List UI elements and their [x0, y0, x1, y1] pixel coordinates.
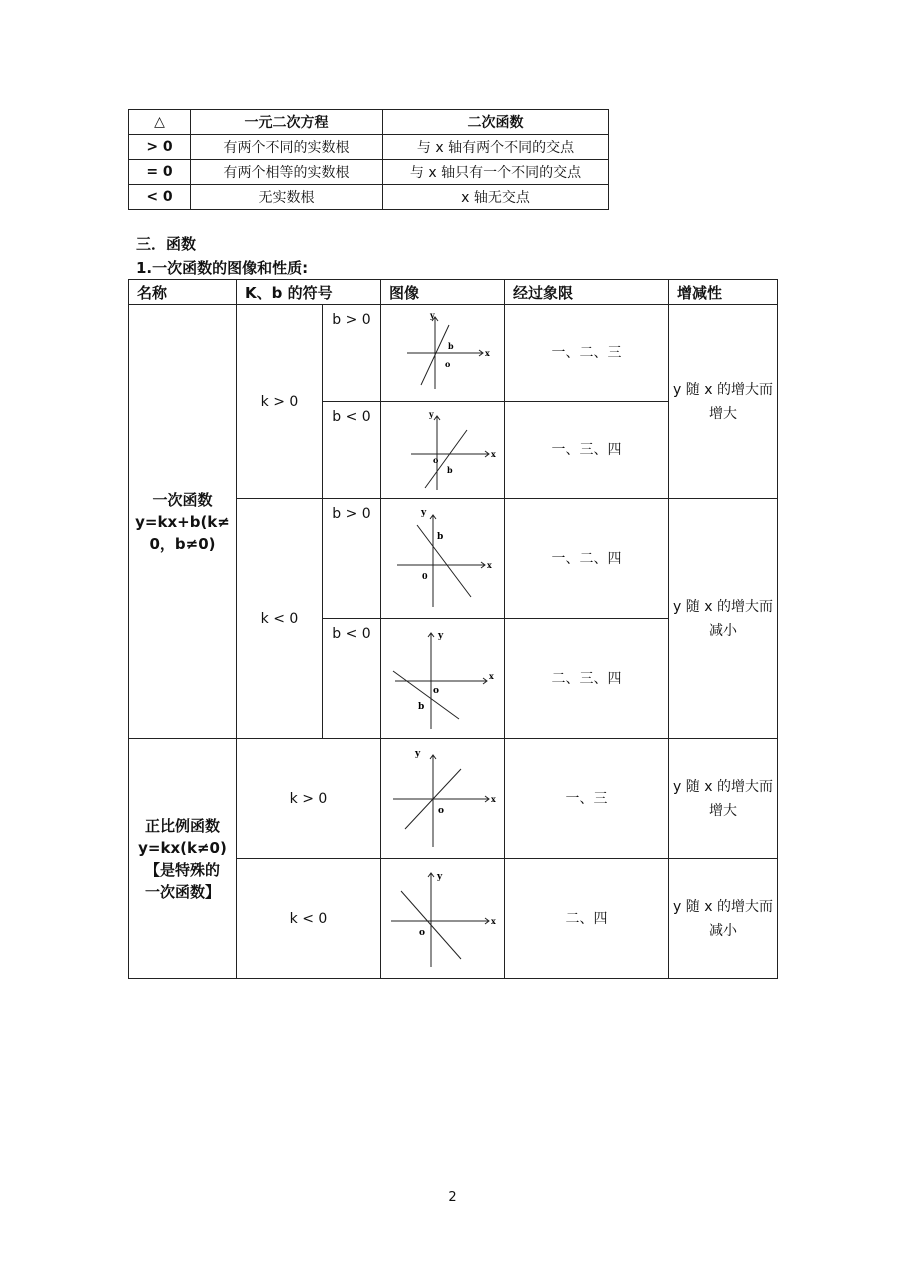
monotonic-decreasing-cell	[669, 499, 778, 739]
y-label: y	[421, 508, 427, 518]
table-row	[129, 739, 778, 859]
x-label: x	[491, 916, 496, 926]
section-title: 三．函数	[136, 235, 197, 253]
quadrants-cell: 二、三、四	[505, 619, 669, 739]
function-line	[393, 671, 459, 719]
mono-line: y 随 x 的增大而	[673, 598, 773, 615]
equation-cell: 有两个不同的实数根	[191, 135, 383, 160]
y-label: y	[429, 409, 434, 419]
graph-proportional-k-pos	[381, 739, 505, 858]
name-line: 一次函数	[152, 490, 213, 509]
intercept-label: b	[448, 341, 454, 351]
mono-line: y 随 x 的增大而	[673, 898, 773, 915]
origin-label: o	[438, 806, 445, 816]
delta-cell: < 0	[129, 185, 191, 210]
linear-function-table	[128, 279, 778, 979]
linear-function-name	[129, 305, 237, 739]
graph-k-neg-b-pos	[381, 499, 505, 618]
mono-line: 增大	[709, 405, 737, 422]
graph-cell	[381, 619, 505, 739]
name-line: 正比例函数	[144, 816, 220, 835]
equation-cell: 有两个相等的实数根	[191, 160, 383, 185]
x-label: x	[487, 560, 492, 570]
table-row	[129, 305, 778, 402]
graph-k-pos-b-neg	[381, 402, 505, 498]
b-sign-cell: b < 0	[323, 402, 381, 499]
y-label: y	[437, 872, 443, 882]
function-header: 二次函数	[383, 110, 609, 135]
quadrants-cell: 一、二、三	[505, 305, 669, 402]
function-line	[417, 525, 471, 597]
graph-cell	[381, 859, 505, 979]
k-sign-cell: k < 0	[237, 859, 381, 979]
quadrants-cell: 二、四	[505, 859, 669, 979]
linear-header-row	[129, 280, 778, 305]
subsection-title: 1.一次函数的图像和性质:	[136, 259, 309, 277]
k-sign-cell: k > 0	[237, 739, 381, 859]
mono-line: y 随 x 的增大而	[673, 381, 773, 398]
intercept-label: b	[418, 702, 425, 712]
b-sign-cell: b > 0	[323, 499, 381, 619]
delta-header: △	[129, 110, 191, 135]
proportional-function-name	[129, 739, 237, 979]
graph-cell	[381, 499, 505, 619]
mono-line: y 随 x 的增大而	[673, 778, 773, 795]
monotonic-increasing-cell	[669, 305, 778, 499]
graph-proportional-k-neg	[381, 859, 505, 978]
origin-label: o	[419, 928, 426, 938]
delta-cell: = 0	[129, 160, 191, 185]
function-cell: 与 x 轴只有一个不同的交点	[383, 160, 609, 185]
k-negative-cell: k < 0	[237, 499, 323, 739]
y-label: y	[430, 310, 435, 320]
graph-header: 图像	[381, 280, 505, 305]
function-cell: x 轴无交点	[383, 185, 609, 210]
graph-cell	[381, 402, 505, 499]
quadrants-header: 经过象限	[505, 280, 669, 305]
graph-k-neg-b-neg	[381, 619, 505, 738]
table-row	[129, 160, 609, 185]
origin-label: o	[433, 686, 440, 696]
origin-label: o	[433, 455, 439, 465]
quadrants-cell: 一、三、四	[505, 402, 669, 499]
delta-cell: > 0	[129, 135, 191, 160]
name-line: 0，b≠0)	[149, 534, 216, 553]
function-line	[425, 430, 467, 488]
y-label: y	[438, 631, 444, 641]
name-header: 名称	[129, 280, 237, 305]
name-line: y=kx+b(k≠	[135, 512, 230, 531]
mono-line: 减小	[709, 922, 737, 939]
quadrants-cell: 一、三	[505, 739, 669, 859]
origin-label: o	[445, 359, 451, 369]
monotonic-header: 增减性	[669, 280, 778, 305]
intercept-label: b	[447, 465, 453, 475]
x-label: x	[485, 348, 490, 358]
discriminant-table	[128, 109, 609, 210]
y-label: y	[415, 749, 421, 759]
x-label: x	[491, 449, 496, 459]
equation-cell: 无实数根	[191, 185, 383, 210]
k-positive-cell: k > 0	[237, 305, 323, 499]
intercept-label: b	[437, 532, 444, 542]
mono-line: 减小	[709, 622, 737, 639]
b-sign-cell: b > 0	[323, 305, 381, 402]
monotonic-cell	[669, 739, 778, 859]
function-cell: 与 x 轴有两个不同的交点	[383, 135, 609, 160]
sign-header: K、b 的符号	[237, 280, 381, 305]
origin-label: 0	[422, 571, 428, 581]
table-row	[129, 135, 609, 160]
mono-line: 增大	[709, 802, 737, 819]
equation-header: 一元二次方程	[191, 110, 383, 135]
page-number: 2	[448, 1190, 457, 1205]
b-sign-cell: b < 0	[323, 619, 381, 739]
graph-k-pos-b-pos	[381, 305, 505, 401]
graph-cell	[381, 739, 505, 859]
discriminant-header-row	[129, 110, 609, 135]
name-line: 【是特殊的	[144, 860, 220, 879]
graph-cell	[381, 305, 505, 402]
name-line: y=kx(k≠0)	[138, 838, 227, 857]
x-label: x	[489, 671, 494, 681]
quadrants-cell: 一、二、四	[505, 499, 669, 619]
monotonic-cell	[669, 859, 778, 979]
table-row	[129, 185, 609, 210]
name-line: 一次函数】	[144, 882, 220, 901]
x-label: x	[491, 794, 496, 804]
